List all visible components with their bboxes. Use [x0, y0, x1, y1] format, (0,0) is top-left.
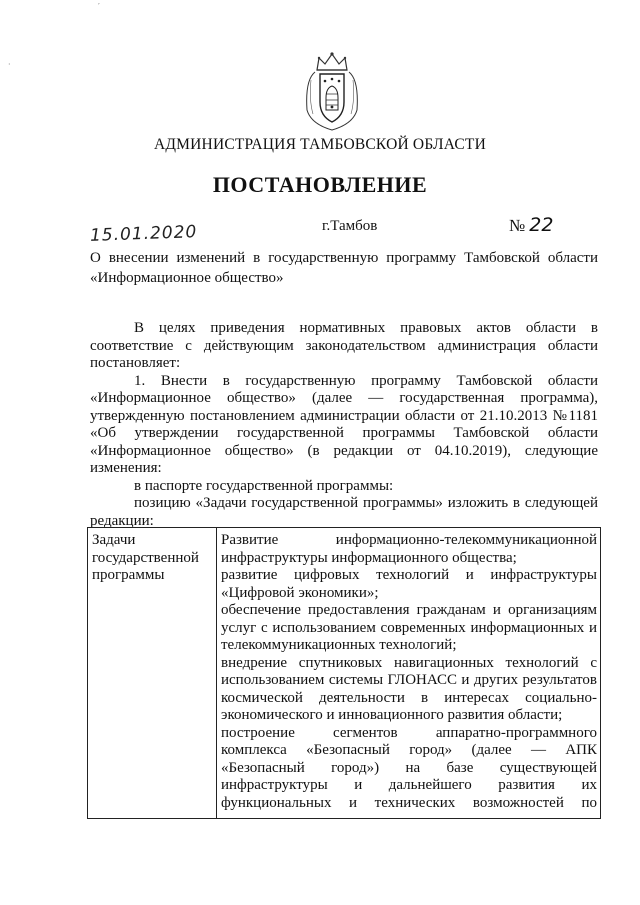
document-city: г.Тамбов	[322, 218, 378, 234]
coat-of-arms-emblem	[301, 50, 363, 132]
paragraph-item-1: 1. Внести в государственную программу Тамбовской области «Информационное общество» (далее — государственная программа), утвержденную постановлением администрации области от 21.10.2013 №1181 «Об утверждении государственной программы Тамбовской области «Информационное общество» (в редакции от 04.10.2019), следующие изменения:	[90, 372, 598, 476]
paragraph-preamble: В целях приведения нормативных правовых актов области в соответствие с действующим законодательством администрация области постановляет:	[90, 320, 598, 371]
task-item: обеспечение предоставления гражданам и организациям услуг с использованием современных информационных и телекоммуникационных технологий;	[221, 602, 597, 653]
task-item: Развитие информационно-телекоммуникационной инфраструктуры информационного общества;	[221, 532, 597, 566]
task-item: развитие цифровых технологий и инфраструктуры «Цифровой экономики»;	[221, 567, 597, 601]
tasks-label-cell: Задачи государственной программы	[88, 528, 217, 819]
document-body	[90, 320, 598, 530]
tasks-content-cell	[217, 528, 601, 819]
document-date: 15.01.2020	[89, 222, 198, 246]
document-number	[509, 214, 553, 236]
document-type-title: ПОСТАНОВЛЕНИЕ	[212, 172, 428, 197]
tasks-table	[87, 527, 601, 819]
document-subject: О внесении изменений в государственную программу Тамбовской области «Информационное общество»	[90, 250, 598, 286]
paragraph-position: позицию «Задачи государственной программы» изложить в следующей редакции:	[90, 495, 598, 529]
paragraph-passport: в паспорте государственной программы:	[134, 477, 394, 494]
number-sign: №	[509, 216, 526, 235]
scan-artifact: ′	[98, 2, 100, 11]
organization-title: АДМИНИСТРАЦИЯ ТАМБОВСКОЙ ОБЛАСТИ	[154, 136, 486, 153]
task-item: построение сегментов аппаратно-программного комплекса «Безопасный город» (далее — АПК «Безопасный город») на базе существующей инфраструктуры и дальнейшего развития их функциональных и технических возможностей по	[221, 724, 597, 811]
table-row	[88, 528, 601, 819]
scan-artifact: ·	[8, 60, 11, 69]
task-item: внедрение спутниковых навигационных технологий с использованием системы ГЛОНАСС и других результатов космической деятельности в интересах социально-экономического и инновационного развития области;	[221, 654, 597, 723]
number-value: 22	[529, 214, 554, 236]
